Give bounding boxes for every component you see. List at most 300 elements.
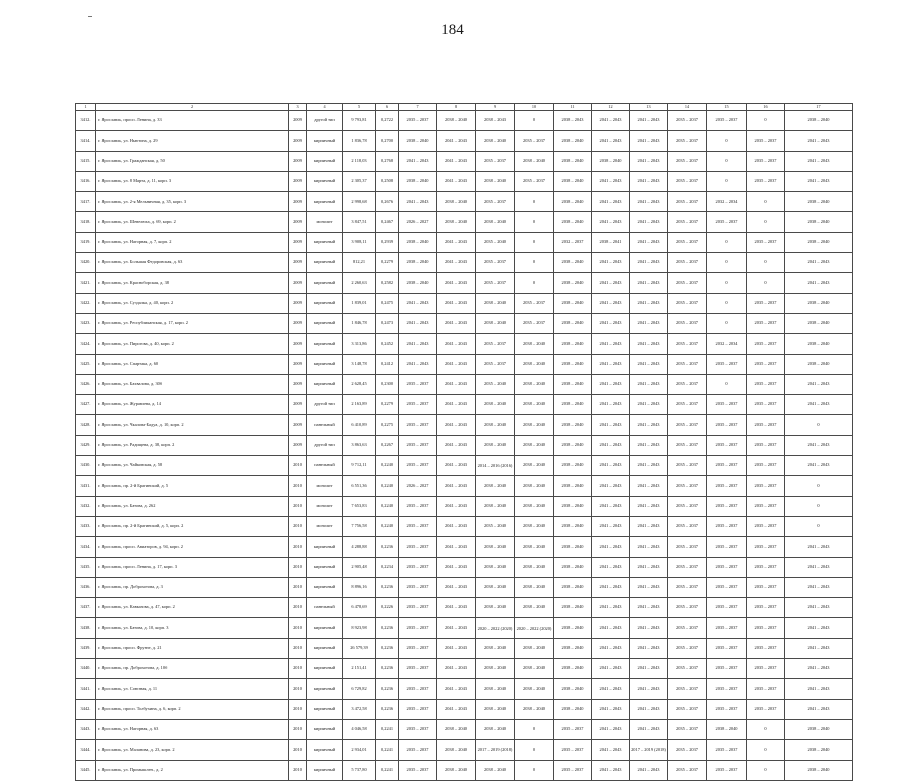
table-cell: 2035 – 2037 bbox=[707, 618, 747, 638]
table-cell: 2035 – 2037 bbox=[707, 354, 747, 374]
table-cell: 0,2676 bbox=[376, 192, 399, 212]
table-cell: 3436. bbox=[76, 577, 96, 597]
table-cell: 2009 bbox=[289, 334, 307, 354]
table-cell: 5 737,80 bbox=[343, 760, 376, 780]
table-row bbox=[76, 293, 853, 313]
table-cell: 0 bbox=[747, 273, 785, 293]
table-cell: 0 bbox=[515, 740, 554, 760]
table-cell: 2038 – 2040 bbox=[476, 435, 515, 455]
table-cell: 3416. bbox=[76, 171, 96, 191]
table-cell: 2041 – 2043 bbox=[592, 577, 630, 597]
table-cell: 2010 bbox=[289, 456, 307, 476]
table-cell: 2035 – 2037 bbox=[399, 537, 437, 557]
table-cell: 2035 – 2037 bbox=[668, 598, 707, 618]
table-cell: 2038 – 2040 bbox=[515, 334, 554, 354]
table-cell: 2035 – 2037 bbox=[707, 760, 747, 780]
table-row bbox=[76, 719, 853, 739]
table-cell: 3431. bbox=[76, 476, 96, 496]
table-row bbox=[76, 171, 853, 191]
table-cell: 2038 – 2040 bbox=[515, 659, 554, 679]
table-cell: 2038 – 2040 bbox=[515, 354, 554, 374]
table-cell: 2035 – 2037 bbox=[707, 598, 747, 618]
table-cell: 2035 – 2040 bbox=[476, 374, 515, 394]
table-cell: 2035 – 2037 bbox=[707, 557, 747, 577]
table-cell: 2038 – 2040 bbox=[515, 598, 554, 618]
table-cell: 3439. bbox=[76, 638, 96, 658]
table-cell: монолит bbox=[307, 516, 343, 536]
table-cell: 3 313,86 bbox=[343, 334, 376, 354]
column-header: 9 bbox=[476, 104, 515, 111]
table-cell: г. Ярославль, ул. Пирогова, д. 40, корп. 2 bbox=[96, 334, 289, 354]
table-cell: 0,2241 bbox=[376, 719, 399, 739]
table-cell: 812,21 bbox=[343, 253, 376, 273]
table-cell: 2038 – 2040 bbox=[785, 313, 853, 333]
table-cell: 2010 bbox=[289, 699, 307, 719]
table-cell: 0,2234 bbox=[376, 557, 399, 577]
table-cell: г. Ярославль, ул. Батова, д. 10, корп. 3 bbox=[96, 618, 289, 638]
table-cell: 2041 – 2043 bbox=[592, 253, 630, 273]
table-cell: 3419. bbox=[76, 232, 96, 252]
table-cell: 0 bbox=[707, 151, 747, 171]
table-cell: 0,2240 bbox=[376, 496, 399, 516]
table-cell: 2035 – 2037 bbox=[747, 171, 785, 191]
column-header: 1 bbox=[76, 104, 96, 111]
table-cell: кирпичный bbox=[307, 740, 343, 760]
table-cell: 2035 – 2037 bbox=[668, 476, 707, 496]
table-cell: г. Ярославль, ул. 2-я Мельничная, д. 35, корп. 3 bbox=[96, 192, 289, 212]
table-cell: 0,2275 bbox=[376, 415, 399, 435]
table-cell: 2035 – 2037 bbox=[668, 456, 707, 476]
table-cell: 2038 – 2040 bbox=[476, 719, 515, 739]
table-cell: 3443. bbox=[76, 719, 96, 739]
table-cell: 2041 – 2043 bbox=[592, 111, 630, 131]
table-cell: 7 756,58 bbox=[343, 516, 376, 536]
table-cell: 0,2582 bbox=[376, 273, 399, 293]
table-cell: 0,2279 bbox=[376, 253, 399, 273]
table-cell: 2041 – 2043 bbox=[630, 354, 668, 374]
table-cell: 2035 – 2037 bbox=[747, 699, 785, 719]
table-cell: 6 410,89 bbox=[343, 415, 376, 435]
table-cell: 2038 – 2040 bbox=[476, 212, 515, 232]
table-cell: 2035 – 2037 bbox=[707, 456, 747, 476]
table-cell: 2038 – 2040 bbox=[785, 232, 853, 252]
table-cell: 2035 – 2037 bbox=[707, 111, 747, 131]
table-cell: 2014 – 2016 (2016) bbox=[476, 456, 515, 476]
table-cell: 0,2240 bbox=[376, 516, 399, 536]
column-header: 7 bbox=[399, 104, 437, 111]
table-cell: 2041 – 2043 bbox=[592, 131, 630, 151]
table-cell: 2038 – 2040 bbox=[554, 395, 592, 415]
column-header: 15 bbox=[707, 104, 747, 111]
table-cell: 0,2241 bbox=[376, 740, 399, 760]
table-cell: 2041 – 2043 bbox=[437, 232, 476, 252]
table-cell: 2041 – 2043 bbox=[437, 537, 476, 557]
table-cell: 0 bbox=[515, 760, 554, 780]
table-cell: 3412. bbox=[76, 111, 96, 131]
table-cell: 2035 – 2037 bbox=[747, 638, 785, 658]
table-cell: 3 908,11 bbox=[343, 232, 376, 252]
table-cell: 2035 – 2037 bbox=[399, 598, 437, 618]
table-cell: г. Ярославль, пр. Доброхотова, д. 3 bbox=[96, 577, 289, 597]
table-cell: 2041 – 2043 bbox=[592, 456, 630, 476]
table-cell: 0,2226 bbox=[376, 598, 399, 618]
table-cell: 2038 – 2040 bbox=[554, 516, 592, 536]
table-cell: 2010 bbox=[289, 638, 307, 658]
table-cell: 26 579,39 bbox=[343, 638, 376, 658]
table-cell: 2038 – 2040 bbox=[515, 699, 554, 719]
table-cell: 2041 – 2043 bbox=[630, 395, 668, 415]
table-cell: 2035 – 2037 bbox=[399, 618, 437, 638]
table-cell: 2038 – 2040 bbox=[707, 719, 747, 739]
table-cell: 3421. bbox=[76, 273, 96, 293]
table-cell: 2038 – 2040 bbox=[554, 313, 592, 333]
table-cell: 2038 – 2040 bbox=[554, 171, 592, 191]
table-cell: 0 bbox=[707, 171, 747, 191]
table-cell: 2038 – 2040 bbox=[554, 151, 592, 171]
table-cell: 0 bbox=[747, 212, 785, 232]
table-cell: 2010 bbox=[289, 740, 307, 760]
table-cell: 2009 bbox=[289, 232, 307, 252]
table-cell: 2035 – 2037 bbox=[668, 253, 707, 273]
column-header: 6 bbox=[376, 104, 399, 111]
table-cell: 2038 – 2040 bbox=[437, 760, 476, 780]
table-cell: кирпичный bbox=[307, 699, 343, 719]
table-cell: 2035 – 2037 bbox=[668, 740, 707, 760]
table-row bbox=[76, 435, 853, 455]
table-cell: 2041 – 2043 bbox=[630, 334, 668, 354]
table-cell: 2035 – 2037 bbox=[668, 273, 707, 293]
table-cell: 2009 bbox=[289, 354, 307, 374]
table-cell: 2038 – 2040 bbox=[554, 273, 592, 293]
table-cell: 2038 – 2040 bbox=[554, 293, 592, 313]
table-cell: 2041 – 2043 bbox=[630, 476, 668, 496]
table-cell: 3 148,78 bbox=[343, 354, 376, 374]
table-cell: 2041 – 2043 bbox=[437, 273, 476, 293]
table-cell: 2041 – 2043 bbox=[785, 577, 853, 597]
table-cell: 2032 – 2037 bbox=[554, 232, 592, 252]
column-header: 13 bbox=[630, 104, 668, 111]
table-row bbox=[76, 598, 853, 618]
column-header: 4 bbox=[307, 104, 343, 111]
table-cell: 2032 – 2034 bbox=[707, 334, 747, 354]
table-row bbox=[76, 740, 853, 760]
table-cell: 2035 – 2037 bbox=[399, 456, 437, 476]
housing-repair-table bbox=[75, 103, 853, 781]
table-cell: г. Ярославль, просп. Ленина, д. 33 bbox=[96, 111, 289, 131]
table-cell: 2009 bbox=[289, 273, 307, 293]
table-cell: 2041 – 2043 bbox=[630, 273, 668, 293]
table-cell: 2035 – 2037 bbox=[399, 679, 437, 699]
table-cell: монолит bbox=[307, 476, 343, 496]
table-cell: 2041 – 2043 bbox=[592, 719, 630, 739]
table-cell: 2038 – 2040 bbox=[515, 638, 554, 658]
table-cell: 0,2279 bbox=[376, 395, 399, 415]
table-cell: г. Ярославль, просп. Толбухина, д. 6, корп. 2 bbox=[96, 699, 289, 719]
column-header: 5 bbox=[343, 104, 376, 111]
table-cell: г. Ярославль, ул. Спартака, д. 60 bbox=[96, 354, 289, 374]
table-cell: 2010 bbox=[289, 537, 307, 557]
table-cell: 2041 – 2043 bbox=[437, 395, 476, 415]
table-cell: 3418. bbox=[76, 212, 96, 232]
table-cell: 3424. bbox=[76, 334, 96, 354]
table-cell: 2038 – 2040 bbox=[476, 638, 515, 658]
table-cell: 2035 – 2037 bbox=[399, 435, 437, 455]
table-cell: 0,2267 bbox=[376, 435, 399, 455]
table-cell: 2041 – 2043 bbox=[592, 334, 630, 354]
table-cell: кирпичный bbox=[307, 313, 343, 333]
table-cell: 2035 – 2037 bbox=[747, 374, 785, 394]
table-cell: 2038 – 2040 bbox=[554, 699, 592, 719]
table-cell: 2038 – 2040 bbox=[554, 435, 592, 455]
table-cell: 2038 – 2040 bbox=[554, 354, 592, 374]
table-cell: кирпичный bbox=[307, 679, 343, 699]
table-cell: 2041 – 2043 bbox=[437, 598, 476, 618]
table-cell: г. Ярославль, ул. Шевелюха, д. 69, корп. 2 bbox=[96, 212, 289, 232]
table-cell: 2009 bbox=[289, 374, 307, 394]
table-row bbox=[76, 618, 853, 638]
table-cell: г. Ярославль, ул. Кавказова, д. 47, корп. 2 bbox=[96, 598, 289, 618]
table-cell: 2035 – 2037 bbox=[747, 557, 785, 577]
table-cell: 2038 – 2040 bbox=[515, 557, 554, 577]
table-cell: 2041 – 2043 bbox=[785, 435, 853, 455]
table-cell: 2038 – 2040 bbox=[785, 354, 853, 374]
table-cell: 2035 – 2037 bbox=[554, 760, 592, 780]
table-cell: 2038 – 2040 bbox=[554, 679, 592, 699]
table-cell: 0 bbox=[707, 313, 747, 333]
table-cell: 2026 – 2027 bbox=[399, 476, 437, 496]
table-cell: 2041 – 2043 bbox=[437, 171, 476, 191]
table-cell: 0,2467 bbox=[376, 212, 399, 232]
table-cell: г. Ярославль, ул. Маланова, д. 23, корп. 2 bbox=[96, 740, 289, 760]
table-cell: 2038 – 2040 bbox=[515, 679, 554, 699]
table-cell: 2035 – 2037 bbox=[668, 719, 707, 739]
table-cell: 2038 – 2041 bbox=[592, 232, 630, 252]
table-cell: 2038 – 2040 bbox=[437, 111, 476, 131]
table-cell: 8 923,98 bbox=[343, 618, 376, 638]
table-cell: 2035 – 2037 bbox=[515, 313, 554, 333]
table-cell: 2038 – 2040 bbox=[515, 435, 554, 455]
table-cell: 0,2236 bbox=[376, 577, 399, 597]
table-cell: 2009 bbox=[289, 192, 307, 212]
table-cell: 2035 – 2037 bbox=[707, 740, 747, 760]
table-cell: 2038 – 2040 bbox=[515, 537, 554, 557]
table-cell: 3 472,58 bbox=[343, 699, 376, 719]
table-cell: 2010 bbox=[289, 618, 307, 638]
table-cell: 0 bbox=[515, 719, 554, 739]
table-cell: 2010 bbox=[289, 577, 307, 597]
table-cell: панельный bbox=[307, 456, 343, 476]
table-cell: 2035 – 2037 bbox=[668, 699, 707, 719]
table-cell: 2038 – 2040 bbox=[554, 496, 592, 516]
table-cell: 2038 – 2040 bbox=[399, 273, 437, 293]
table-cell: 2041 – 2043 bbox=[785, 456, 853, 476]
table-cell: 2035 – 2037 bbox=[668, 232, 707, 252]
table-cell: 2038 – 2040 bbox=[554, 192, 592, 212]
table-cell: 3428. bbox=[76, 415, 96, 435]
table-cell: панельный bbox=[307, 598, 343, 618]
table-cell: 0 bbox=[515, 212, 554, 232]
column-header: 8 bbox=[437, 104, 476, 111]
table-cell: 2041 – 2043 bbox=[785, 131, 853, 151]
table-cell: г. Ярославль, ул. Красноборская, д. 38 bbox=[96, 273, 289, 293]
table-cell: кирпичный bbox=[307, 232, 343, 252]
table-cell: 2041 – 2043 bbox=[399, 354, 437, 374]
table-cell: 0,2236 bbox=[376, 638, 399, 658]
table-cell: 2035 – 2037 bbox=[476, 151, 515, 171]
table-cell: 0 bbox=[785, 415, 853, 435]
table-cell: 2020 – 2022 (2020) bbox=[476, 618, 515, 638]
table-cell: 2041 – 2043 bbox=[592, 293, 630, 313]
table-cell: 2041 – 2043 bbox=[592, 740, 630, 760]
table-cell: 2035 – 2037 bbox=[747, 415, 785, 435]
table-row bbox=[76, 395, 853, 415]
table-cell: 2038 – 2040 bbox=[554, 659, 592, 679]
table-cell: 6 551,36 bbox=[343, 476, 376, 496]
table-cell: 0,2236 bbox=[376, 659, 399, 679]
page-number: 184 bbox=[441, 22, 464, 38]
table-row bbox=[76, 679, 853, 699]
table-cell: 2035 – 2037 bbox=[399, 374, 437, 394]
table-cell: 2035 – 2037 bbox=[476, 273, 515, 293]
table-cell: 2041 – 2043 bbox=[399, 313, 437, 333]
table-cell: 2041 – 2043 bbox=[592, 496, 630, 516]
table-cell: 2041 – 2043 bbox=[630, 598, 668, 618]
table-cell: 2035 – 2037 bbox=[747, 456, 785, 476]
table-row bbox=[76, 577, 853, 597]
table-cell: 3414. bbox=[76, 131, 96, 151]
table-cell: г. Ярославль, ул. Чкалова-Бадуа, д. 10, корп. 2 bbox=[96, 415, 289, 435]
table-cell: 2041 – 2043 bbox=[630, 313, 668, 333]
table-cell: 2041 – 2043 bbox=[630, 415, 668, 435]
table-cell: 2035 – 2037 bbox=[399, 760, 437, 780]
table-cell: 2035 – 2037 bbox=[747, 516, 785, 536]
table-cell: 0,2240 bbox=[376, 476, 399, 496]
table-cell: 2038 – 2040 bbox=[399, 232, 437, 252]
table-cell: 2041 – 2043 bbox=[630, 232, 668, 252]
table-cell: 2038 – 2040 bbox=[476, 679, 515, 699]
table-cell: 2038 – 2040 bbox=[476, 171, 515, 191]
table-cell: 0 bbox=[707, 374, 747, 394]
table-cell: 2041 – 2043 bbox=[592, 638, 630, 658]
column-header: 10 bbox=[515, 104, 554, 111]
table-cell: 2041 – 2043 bbox=[437, 374, 476, 394]
table-cell: 2038 – 2040 bbox=[476, 415, 515, 435]
table-cell: 2041 – 2043 bbox=[399, 192, 437, 212]
table-cell: 2041 – 2043 bbox=[785, 557, 853, 577]
table-cell: 2035 – 2037 bbox=[707, 699, 747, 719]
table-cell: 2035 – 2037 bbox=[707, 476, 747, 496]
table-cell: 2041 – 2043 bbox=[785, 638, 853, 658]
table-cell: 2010 bbox=[289, 719, 307, 739]
table-cell: 2041 – 2043 bbox=[437, 516, 476, 536]
table-cell: 0,2236 bbox=[376, 679, 399, 699]
table-cell: 0 bbox=[707, 131, 747, 151]
table-cell: кирпичный bbox=[307, 334, 343, 354]
table-cell: г. Ярославль, ул. Промышлен., д. 2 bbox=[96, 760, 289, 780]
table-cell: 2041 – 2043 bbox=[592, 476, 630, 496]
table-cell: 2041 – 2043 bbox=[630, 171, 668, 191]
table-cell: 2 934,01 bbox=[343, 740, 376, 760]
table-cell: 2035 – 2037 bbox=[747, 496, 785, 516]
table-cell: 2035 – 2037 bbox=[554, 740, 592, 760]
table-cell: 0 bbox=[707, 253, 747, 273]
table-cell: г. Ярославль, ул. Гражданская, д. 50 bbox=[96, 151, 289, 171]
table-cell: 2020 – 2022 (2020) bbox=[515, 618, 554, 638]
table-cell: 0,2412 bbox=[376, 354, 399, 374]
table-cell: 0 bbox=[707, 232, 747, 252]
table-cell: 2035 – 2037 bbox=[399, 659, 437, 679]
table-cell: кирпичный bbox=[307, 253, 343, 273]
table-cell: 2035 – 2037 bbox=[747, 131, 785, 151]
table-cell: 2035 – 2037 bbox=[707, 516, 747, 536]
table-cell: 2041 – 2043 bbox=[785, 253, 853, 273]
table-cell: 0 bbox=[747, 192, 785, 212]
table-cell: 2041 – 2043 bbox=[592, 557, 630, 577]
table-cell: 2038 – 2040 bbox=[399, 253, 437, 273]
table-row bbox=[76, 496, 853, 516]
table-cell: 2041 – 2043 bbox=[785, 374, 853, 394]
table-cell: 2041 – 2043 bbox=[592, 415, 630, 435]
table-cell: 6 729,82 bbox=[343, 679, 376, 699]
table-cell: кирпичный bbox=[307, 374, 343, 394]
table-cell: 2035 – 2037 bbox=[668, 415, 707, 435]
table-cell: 0 bbox=[747, 253, 785, 273]
table-cell: 2038 – 2040 bbox=[554, 557, 592, 577]
table-cell: 3442. bbox=[76, 699, 96, 719]
table-cell: 2041 – 2043 bbox=[592, 435, 630, 455]
table-cell: 2038 – 2040 bbox=[785, 192, 853, 212]
table-cell: 3427. bbox=[76, 395, 96, 415]
table-cell: 2041 – 2043 bbox=[437, 151, 476, 171]
table-cell: 2041 – 2043 bbox=[437, 496, 476, 516]
table-cell: 2 998,68 bbox=[343, 192, 376, 212]
table-cell: 2041 – 2043 bbox=[437, 618, 476, 638]
table-cell: 0 bbox=[747, 760, 785, 780]
table-row bbox=[76, 476, 853, 496]
table-row bbox=[76, 760, 853, 780]
table-cell: г. Ярославль, просп. Авиаторов, д. 94, корп. 2 bbox=[96, 537, 289, 557]
table-cell: 2041 – 2043 bbox=[592, 212, 630, 232]
table-cell: 2041 – 2043 bbox=[437, 577, 476, 597]
table-cell: 2035 – 2037 bbox=[668, 435, 707, 455]
table-cell: 2035 – 2037 bbox=[747, 354, 785, 374]
table-cell: 2041 – 2043 bbox=[592, 395, 630, 415]
table-cell: 2038 – 2040 bbox=[476, 293, 515, 313]
table-row bbox=[76, 232, 853, 252]
table-cell: 2041 – 2043 bbox=[437, 131, 476, 151]
table-cell: 2035 – 2037 bbox=[399, 719, 437, 739]
table-cell: 2035 – 2037 bbox=[747, 334, 785, 354]
table-cell: 2041 – 2043 bbox=[785, 273, 853, 293]
table-cell: 3420. bbox=[76, 253, 96, 273]
table-cell: 2035 – 2037 bbox=[707, 638, 747, 658]
table-cell: 2038 – 2040 bbox=[785, 740, 853, 760]
table-cell: 2010 bbox=[289, 760, 307, 780]
table-cell: 2 163,89 bbox=[343, 395, 376, 415]
table-cell: 3432. bbox=[76, 496, 96, 516]
table-cell: 2041 – 2043 bbox=[630, 435, 668, 455]
table-cell: 3423. bbox=[76, 313, 96, 333]
column-header: 11 bbox=[554, 104, 592, 111]
table-cell: 2035 – 2037 bbox=[668, 131, 707, 151]
table-cell: 0,2700 bbox=[376, 131, 399, 151]
table-cell: 2035 – 2037 bbox=[399, 740, 437, 760]
table-cell: 2041 – 2043 bbox=[592, 618, 630, 638]
table-cell: 0 bbox=[515, 232, 554, 252]
table-cell: 2041 – 2043 bbox=[592, 679, 630, 699]
table-cell: г. Ярославль, ул. 8 Марта, д. 11, корп. 3 bbox=[96, 171, 289, 191]
table-row bbox=[76, 253, 853, 273]
